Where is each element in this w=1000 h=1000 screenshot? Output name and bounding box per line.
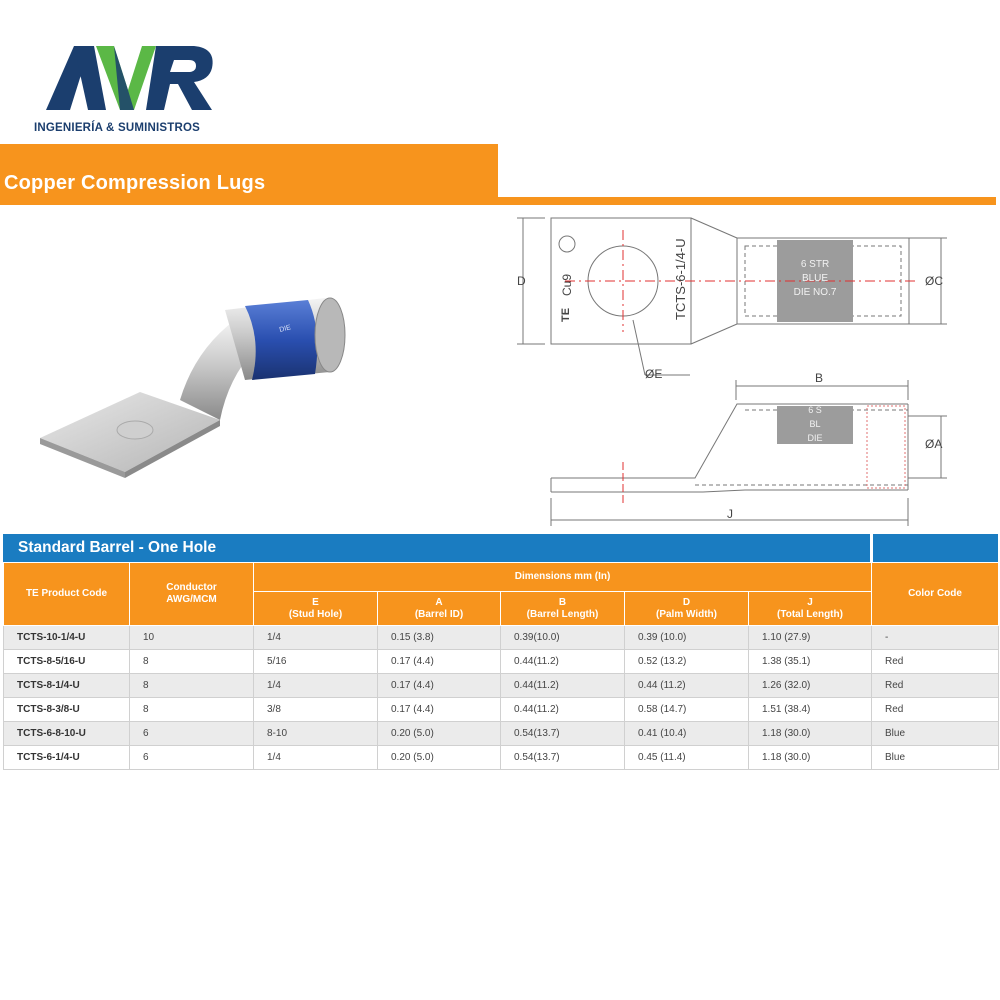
table-cell: 1/4 (254, 674, 378, 698)
product-code-cell: TCTS-8-3/8-U (4, 698, 130, 722)
table-title-bar (3, 534, 998, 562)
avr-logo-mark (44, 38, 219, 118)
header-color-code: Color Code (872, 563, 999, 626)
table-cell: 0.39 (10.0) (625, 626, 749, 650)
table-cell: 0.20 (5.0) (378, 746, 501, 770)
header-stud-hole: E (Stud Hole) (254, 592, 378, 626)
table-cell: Blue (872, 722, 999, 746)
table-cell: 0.39(10.0) (501, 626, 625, 650)
table-cell: 10 (130, 626, 254, 650)
table-row (4, 650, 999, 674)
product-code-cell: TCTS-6-8-10-U (4, 722, 130, 746)
side-band-text-2: BL (809, 419, 821, 429)
table-cell: 0.17 (4.4) (378, 650, 501, 674)
header-conductor: Conductor AWG/MCM (130, 563, 254, 626)
logo-tagline: INGENIERÍA & SUMINISTROS (34, 122, 201, 134)
table-cell: 8 (130, 698, 254, 722)
lug-dimension-drawing (505, 210, 1000, 530)
company-logo (30, 38, 220, 143)
lug-marking: TCTS-6-1/4-U (673, 238, 688, 320)
table-cell: 0.58 (14.7) (625, 698, 749, 722)
table-cell: 5/16 (254, 650, 378, 674)
table-cell: 8-10 (254, 722, 378, 746)
label-j: J (727, 507, 733, 521)
header-barrel-id: A (Barrel ID) (378, 592, 501, 626)
title-divider-line (498, 197, 996, 205)
table-cell: 6 (130, 722, 254, 746)
table-row (4, 698, 999, 722)
table-row (4, 626, 999, 650)
table-cell: 0.15 (3.8) (378, 626, 501, 650)
table-cell: 1.38 (35.1) (749, 650, 872, 674)
table-cell: 8 (130, 674, 254, 698)
header-barrel-length: B (Barrel Length) (501, 592, 625, 626)
band-text-line-2: BLUE (801, 273, 829, 284)
header-product-code: TE Product Code (4, 563, 130, 626)
table-cell: 0.41 (10.4) (625, 722, 749, 746)
label-a: ØA (925, 437, 943, 451)
product-code-cell: TCTS-8-5/16-U (4, 650, 130, 674)
label-e: ØE (645, 367, 663, 381)
product-code-cell: TCTS-8-1/4-U (4, 674, 130, 698)
table-cell: 0.20 (5.0) (378, 722, 501, 746)
table-row (4, 746, 999, 770)
header-dimensions: Dimensions mm (In) (254, 563, 872, 592)
table-cell: 3/8 (254, 698, 378, 722)
product-code-cell: TCTS-10-1/4-U (4, 626, 130, 650)
brand-marking: TE (560, 307, 572, 322)
table-cell: 1.18 (30.0) (749, 746, 872, 770)
table-cell: 1.26 (32.0) (749, 674, 872, 698)
product-code-cell: TCTS-6-1/4-U (4, 746, 130, 770)
label-d: D (517, 274, 526, 288)
label-c: ØC (925, 274, 943, 288)
spec-table-body (4, 626, 999, 770)
table-cell: 1.18 (30.0) (749, 722, 872, 746)
label-b: B (815, 371, 824, 385)
table-cell: 0.17 (4.4) (378, 674, 501, 698)
product-image (30, 280, 360, 490)
table-cell: Red (872, 698, 999, 722)
table-cell: Red (872, 674, 999, 698)
table-cell: 1.51 (38.4) (749, 698, 872, 722)
table-cell: 0.44(11.2) (501, 674, 625, 698)
table-cell: 1/4 (254, 626, 378, 650)
spec-table (3, 562, 999, 770)
table-cell: 1/4 (254, 746, 378, 770)
table-row (4, 722, 999, 746)
table-cell: 0.54(13.7) (501, 722, 625, 746)
table-cell: 0.44 (11.2) (625, 674, 749, 698)
copper-lug-photo (30, 280, 360, 490)
page-title: Copper Compression Lugs (4, 172, 266, 194)
spec-table-section (3, 534, 998, 770)
header-palm-width: D (Palm Width) (625, 592, 749, 626)
technical-drawing (505, 210, 1000, 530)
table-row (4, 674, 999, 698)
table-cell: 0.45 (11.4) (625, 746, 749, 770)
side-band-text-1: 6 S (808, 405, 822, 415)
side-band-text-3: DIE (807, 433, 823, 443)
table-cell: 8 (130, 650, 254, 674)
cu-marking: Cu9 (560, 273, 574, 296)
table-cell: Red (872, 650, 999, 674)
band-text-line-3: DIE NO.7 (793, 287, 837, 298)
svg-text:DIE: DIE (278, 324, 292, 334)
table-cell: 0.17 (4.4) (378, 698, 501, 722)
table-cell: 0.52 (13.2) (625, 650, 749, 674)
table-cell: - (872, 626, 999, 650)
header-total-length: J (Total Length) (749, 592, 872, 626)
table-cell: Blue (872, 746, 999, 770)
table-cell: 1.10 (27.9) (749, 626, 872, 650)
band-text-line-1: 6 STR (800, 259, 830, 270)
table-title: Standard Barrel - One Hole (3, 534, 870, 562)
table-cell: 0.54(13.7) (501, 746, 625, 770)
table-cell: 0.44(11.2) (501, 698, 625, 722)
table-cell: 0.44(11.2) (501, 650, 625, 674)
table-cell: 6 (130, 746, 254, 770)
